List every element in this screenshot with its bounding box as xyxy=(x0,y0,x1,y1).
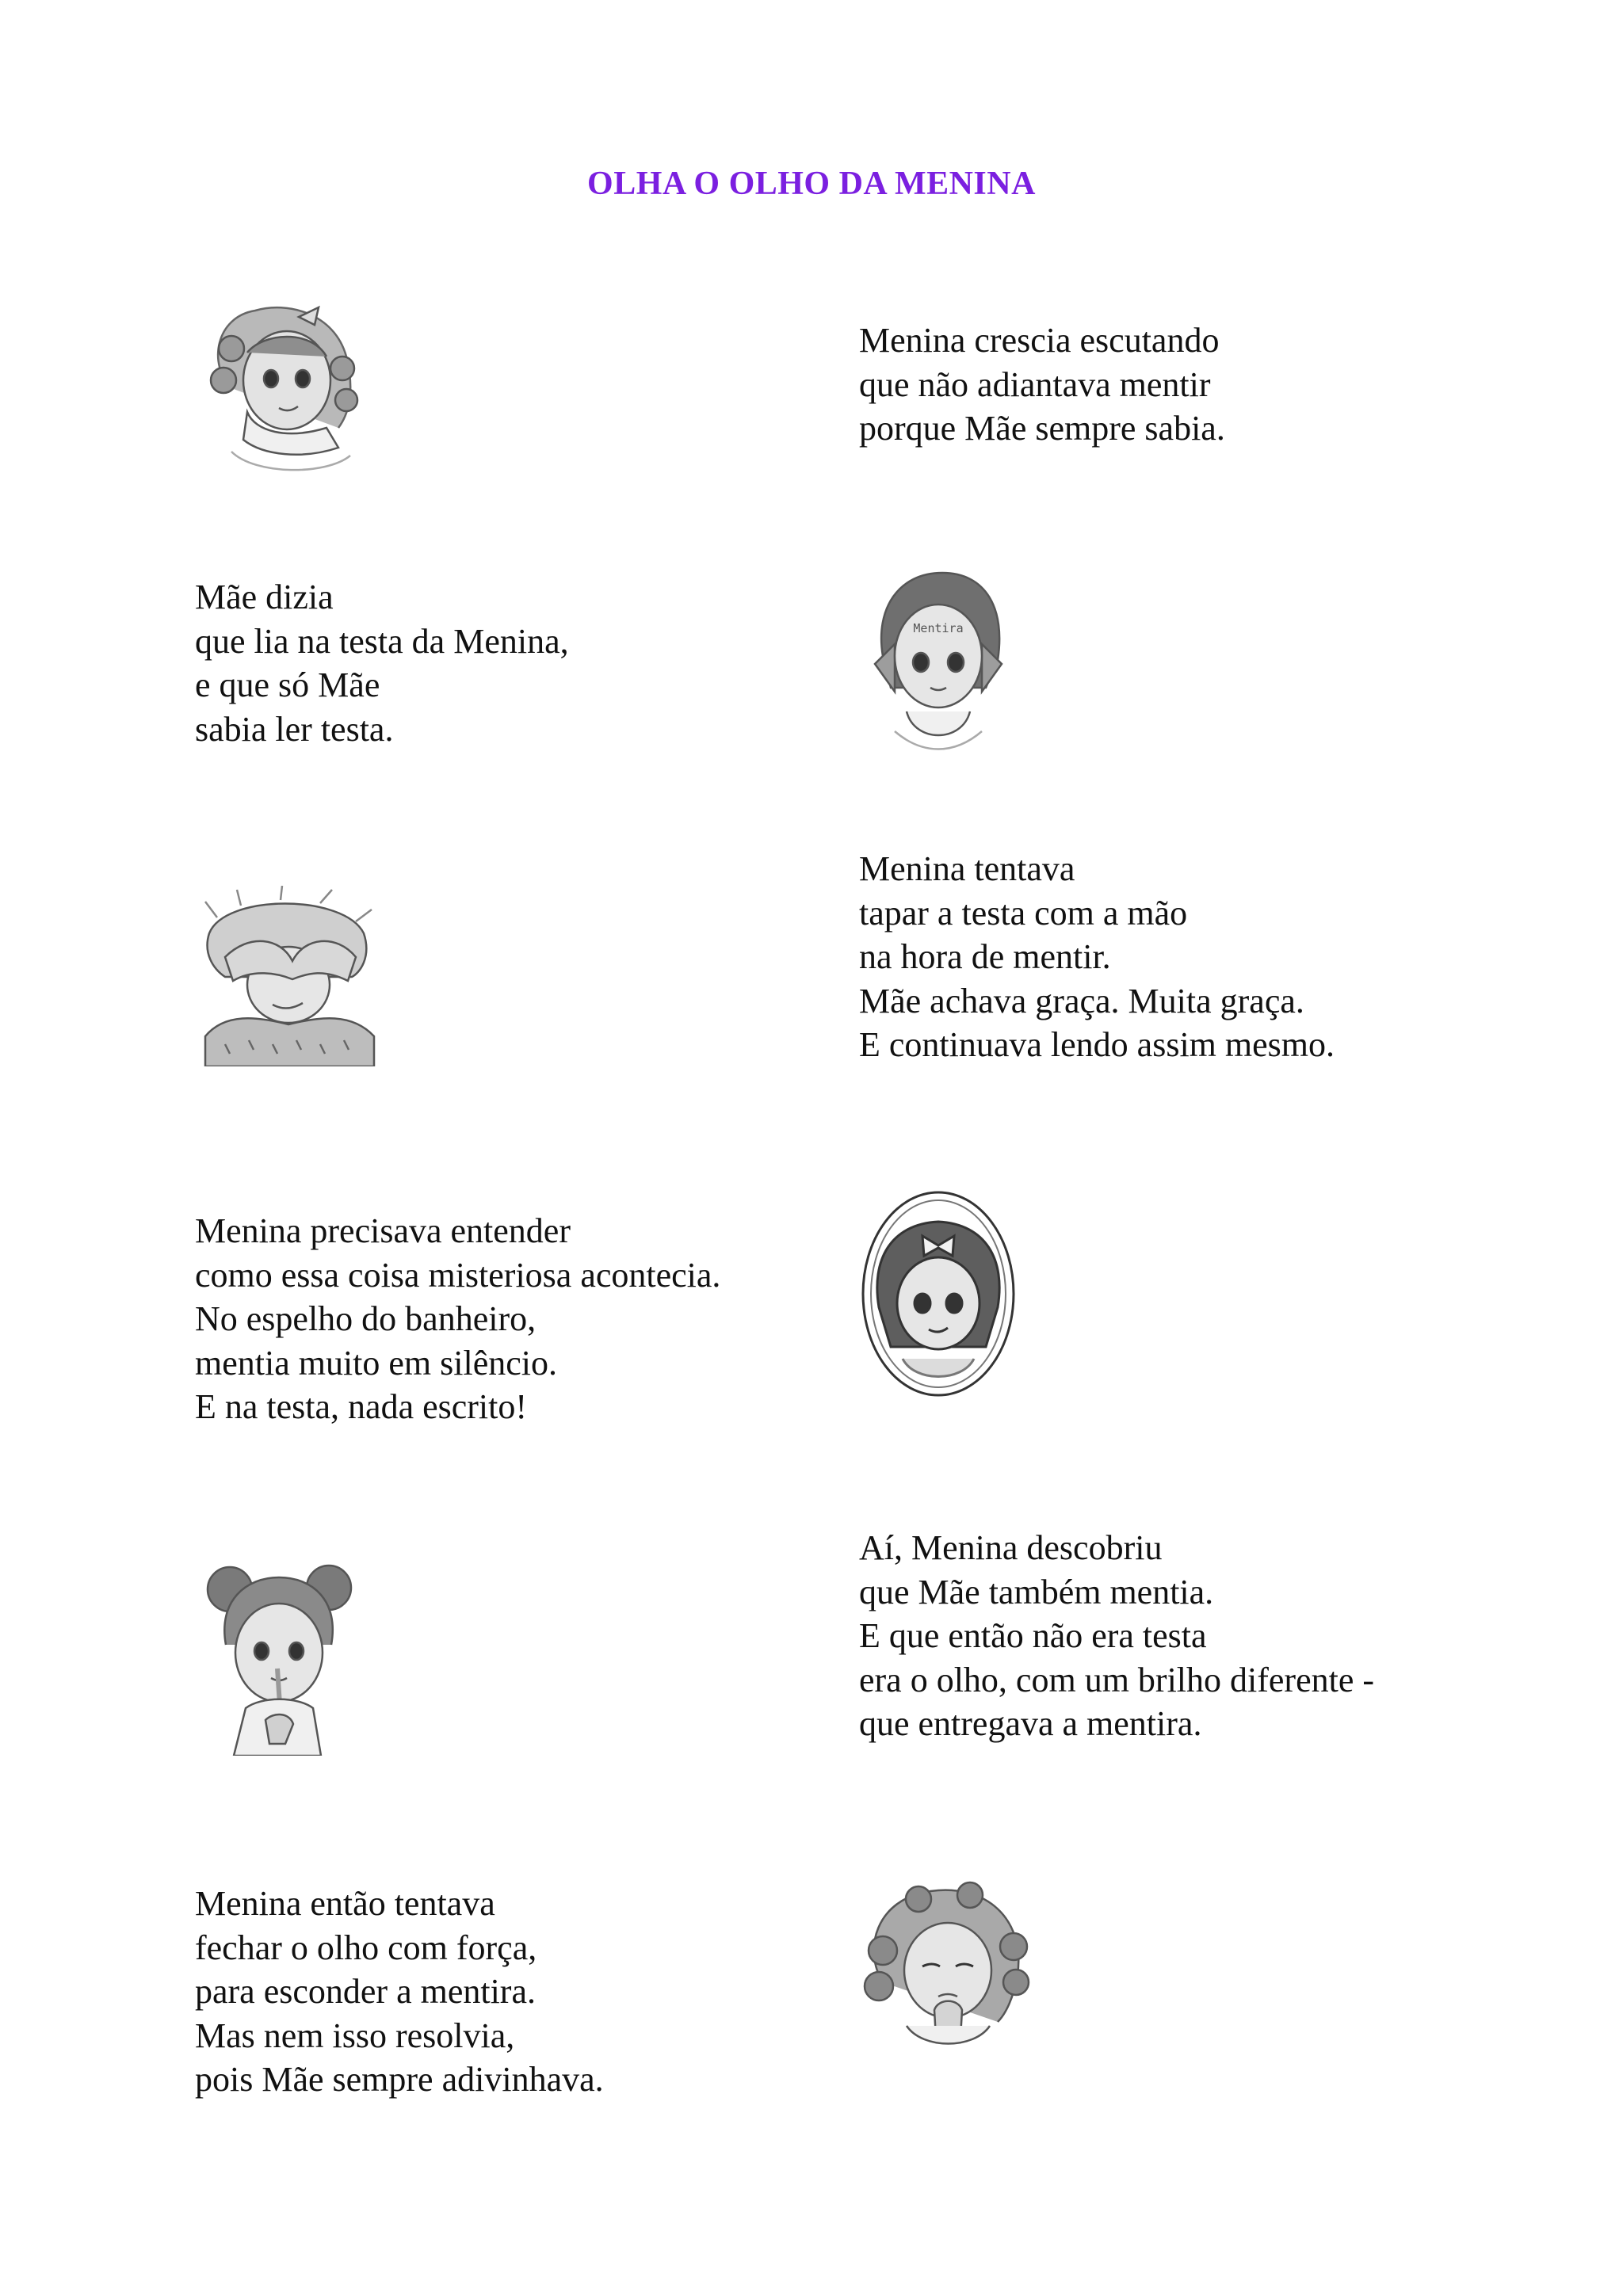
stanza-line: e que só Mãe xyxy=(195,666,380,704)
girl-mirror-illustration xyxy=(859,1188,1018,1399)
stanza-line: para esconder a mentira. xyxy=(195,1972,536,2011)
stanza-line: Aí, Menina descobriu xyxy=(859,1528,1163,1567)
girl-eyes-closed-illustration xyxy=(859,1879,1033,2061)
stanza-line: Menina precisava entender xyxy=(195,1211,571,1250)
stanza-line: E continuava lendo assim mesmo. xyxy=(859,1025,1335,1064)
stanza-line: Menina crescia escutando xyxy=(859,321,1220,360)
stanza-line: E na testa, nada escrito! xyxy=(195,1387,528,1426)
stanza-line: mentia muito em silêncio. xyxy=(195,1343,558,1383)
stanza-line: Menina tentava xyxy=(859,849,1075,888)
girl-covering-forehead-illustration xyxy=(193,886,382,1066)
stanza-line: que lia na testa da Menina, xyxy=(195,621,569,661)
stanza-line: sabia ler testa. xyxy=(195,709,394,749)
stanza-line: Menina então tentava xyxy=(195,1884,495,1923)
page-title: OLHA O OLHO DA MENINA xyxy=(587,166,1036,202)
forehead-word: Mentira xyxy=(913,621,964,635)
stanza-line: E que então não era testa xyxy=(859,1616,1207,1655)
stanza-line: como essa coisa misteriosa acontecia. xyxy=(195,1255,721,1295)
stanza-line: Mãe dizia xyxy=(195,578,334,616)
girl-secret-illustration xyxy=(198,1558,357,1756)
stanza-line: porque Mãe sempre sabia. xyxy=(859,409,1225,448)
stanza-line: fechar o olho com força, xyxy=(195,1928,537,1967)
stanza-4 xyxy=(195,1209,720,1429)
stanza-1 xyxy=(859,318,1225,451)
stanza-line: Mas nem isso resolvia, xyxy=(195,2016,515,2055)
girl-forehead-illustration xyxy=(859,561,1018,759)
stanza-2 xyxy=(195,575,569,751)
stanza-line: que entregava a mentira. xyxy=(859,1704,1202,1743)
stanza-line: na hora de mentir. xyxy=(859,937,1111,976)
stanza-3 xyxy=(859,847,1335,1067)
stanza-line: Mãe achava graça. Muita graça. xyxy=(859,981,1304,1020)
stanza-line: No espelho do banheiro, xyxy=(195,1299,537,1338)
stanza-line: era o olho, com um brilho diferente - xyxy=(859,1660,1375,1699)
stanza-line: pois Mãe sempre adivinhava. xyxy=(195,2060,604,2099)
girl-thinking-illustration xyxy=(200,293,366,475)
stanza-line: que não adiantava mentir xyxy=(859,364,1211,404)
stanza-line: tapar a testa com a mão xyxy=(859,893,1188,933)
stanza-5 xyxy=(859,1526,1374,1746)
stanza-6 xyxy=(195,1882,604,2102)
stanza-line: que Mãe também mentia. xyxy=(859,1572,1214,1611)
